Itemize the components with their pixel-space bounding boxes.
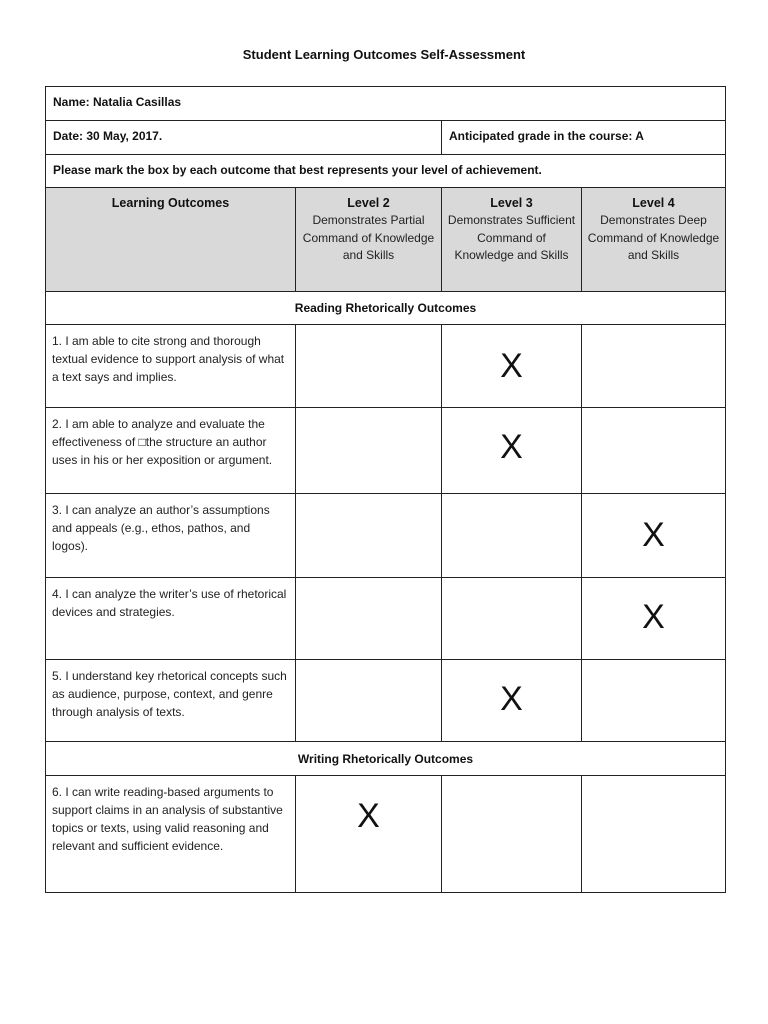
level-3-checkbox-cell[interactable]	[442, 494, 582, 578]
level-4-mark	[582, 325, 725, 349]
instruction-text: Please mark the box by each outcome that best represents your level of achievement.	[46, 155, 726, 188]
outcome-row	[46, 776, 726, 893]
level-4-checkbox-cell[interactable]	[582, 408, 726, 494]
level-3-mark: X	[500, 680, 523, 718]
assessment-date: Date: 30 May, 2017.	[46, 121, 442, 155]
header-level-4	[582, 188, 726, 292]
instruction-row	[46, 155, 726, 188]
level-3-mark	[442, 776, 581, 799]
level-3-mark: X	[500, 347, 523, 385]
level-4-checkbox-cell[interactable]	[582, 776, 726, 893]
level-4-checkbox-cell[interactable]	[582, 578, 726, 660]
level-3-title: Level 3	[490, 196, 533, 210]
level-2-mark	[296, 408, 441, 430]
outcome-row	[46, 325, 726, 408]
outcome-text: 1. I am able to cite strong and thorough textual evidence to support analysis of what a text says and implies.	[46, 325, 296, 408]
header-learning-outcomes	[46, 188, 296, 292]
level-2-checkbox-cell[interactable]	[296, 408, 442, 494]
student-name: Name: Natalia Casillas	[46, 87, 726, 121]
header-level-2	[296, 188, 442, 292]
level-4-mark	[582, 408, 725, 430]
level-2-mark	[296, 578, 441, 600]
level-4-mark: X	[642, 598, 665, 636]
level-2-checkbox-cell[interactable]	[296, 660, 442, 742]
reading-section-heading: Reading Rhetorically Outcomes	[46, 292, 726, 325]
header-level-3	[442, 188, 582, 292]
level-2-mark	[296, 325, 441, 349]
outcome-text: 4. I can analyze the writer’s use of rhetorical devices and strategies.	[46, 578, 296, 660]
writing-section-row	[46, 742, 726, 776]
header-outcomes-label: Learning Outcomes	[111, 196, 230, 210]
outcome-row	[46, 494, 726, 578]
level-3-mark	[442, 494, 581, 518]
level-4-mark	[582, 660, 725, 682]
outcome-row	[46, 660, 726, 742]
document-title: Student Learning Outcomes Self-Assessment	[242, 47, 526, 62]
level-4-mark: X	[642, 516, 665, 554]
writing-section-heading: Writing Rhetorically Outcomes	[46, 742, 726, 776]
level-3-mark: X	[500, 428, 523, 466]
level-3-checkbox-cell[interactable]	[442, 325, 582, 408]
level-2-checkbox-cell[interactable]	[296, 776, 442, 893]
outcome-text: 3. I can analyze an author’s assumptions and appeals (e.g., ethos, pathos, and logos).	[46, 494, 296, 578]
outcome-row	[46, 408, 726, 494]
level-2-mark: X	[357, 797, 380, 835]
outcome-row	[46, 578, 726, 660]
outcome-text: 5. I understand key rhetorical concepts such as audience, purpose, context, and genre through analysis of texts.	[46, 660, 296, 742]
level-3-description: Demonstrates Sufficient Command of Knowledge and Skills	[447, 213, 576, 262]
level-2-title: Level 2	[347, 196, 390, 210]
level-4-mark	[582, 776, 725, 799]
outcome-text: 2. I am able to analyze and evaluate the effectiveness of □the structure an author uses in his or her exposition or argument.	[46, 408, 296, 494]
self-assessment-table	[45, 86, 726, 893]
level-4-title: Level 4	[632, 196, 675, 210]
level-2-description: Demonstrates Partial Command of Knowledge and Skills	[302, 213, 435, 262]
level-2-checkbox-cell[interactable]	[296, 578, 442, 660]
level-4-checkbox-cell[interactable]	[582, 494, 726, 578]
reading-section-row	[46, 292, 726, 325]
level-2-checkbox-cell[interactable]	[296, 325, 442, 408]
level-2-mark	[296, 660, 441, 682]
outcome-text: 6. I can write reading-based arguments to support claims in an analysis of substantive topics or texts, using valid reasoning and relevant and sufficient evidence.	[46, 776, 296, 893]
level-3-mark	[442, 578, 581, 600]
level-2-mark	[296, 494, 441, 518]
level-4-checkbox-cell[interactable]	[582, 325, 726, 408]
column-header-row	[46, 188, 726, 292]
level-3-checkbox-cell[interactable]	[442, 776, 582, 893]
level-4-description: Demonstrates Deep Command of Knowledge and Skills	[587, 213, 720, 262]
level-3-checkbox-cell[interactable]	[442, 408, 582, 494]
name-row	[46, 87, 726, 121]
anticipated-grade: Anticipated grade in the course: A	[442, 121, 726, 155]
date-row	[46, 121, 726, 155]
level-2-checkbox-cell[interactable]	[296, 494, 442, 578]
level-3-checkbox-cell[interactable]	[442, 660, 582, 742]
level-3-checkbox-cell[interactable]	[442, 578, 582, 660]
level-4-checkbox-cell[interactable]	[582, 660, 726, 742]
